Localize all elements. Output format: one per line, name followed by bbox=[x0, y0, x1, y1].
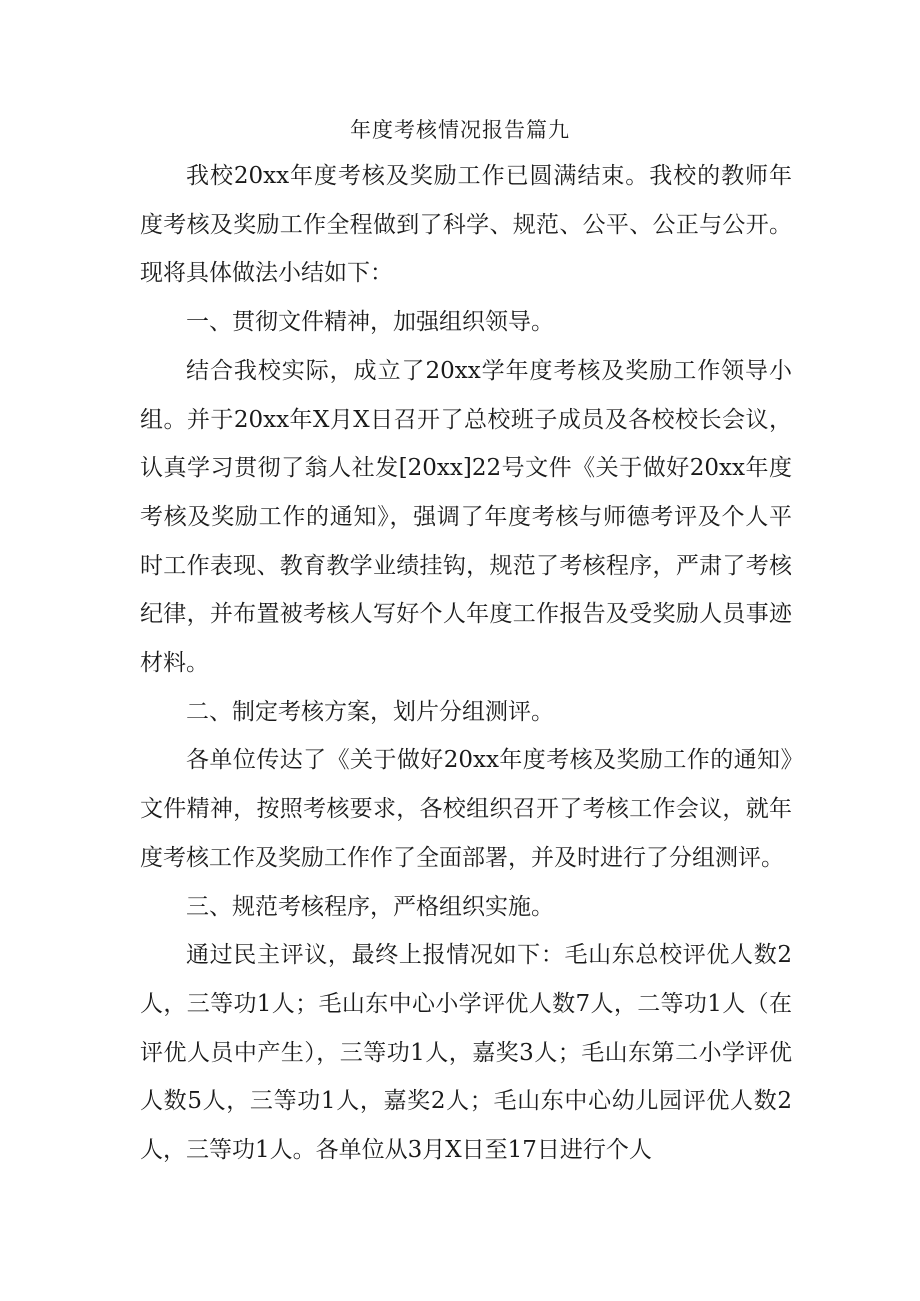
document-title: 年度考核情况报告篇九 bbox=[350, 118, 570, 142]
paragraph-section-2: 各单位传达了《关于做好20xx年度考核及奖励工作的通知》文件精神，按照考核要求，各校组织召开了考核工作会议，就年度考核工作及奖励工作作了全面部署，并及时进行了分组测评。 bbox=[140, 747, 792, 871]
paragraph-section-3: 通过民主评议，最终上报情况如下：毛山东总校评优人数2人，三等功1人；毛山东中心小学评优人数7人，二等功1人（在评优人员中产生），三等功1人，嘉奖3人；毛山东第二小学评优人数5人，三等功1人，嘉奖2人；毛山东中心幼儿园评优人数2人，三等功1人。各单位从3月X日至17日进行个人 bbox=[140, 942, 792, 1164]
section-heading-2: 二、制定考核方案，划片分组测评。 bbox=[186, 698, 554, 725]
section-heading-1: 一、贯彻文件精神，加强组织领导。 bbox=[186, 309, 554, 336]
section-heading-3: 三、规范考核程序，严格组织实施。 bbox=[186, 893, 554, 920]
paragraph-intro: 我校20xx年度考核及奖励工作已圆满结束。我校的教师年度考核及奖励工作全程做到了科学、规范、公平、公正与公开。现将具体做法小结如下： bbox=[140, 163, 792, 287]
paragraph-section-1: 结合我校实际，成立了20xx学年度考核及奖励工作领导小组。并于20xx年X月X日召开了总校班子成员及各校校长会议，认真学习贯彻了翁人社发[20xx]22号文件《关于做好20xx年度考核及奖励工作的通知》，强调了年度考核与师德考评及个人平时工作表现、教育教学业绩挂钩，规范了考核程序，严肃了考核纪律，并布置被考核人写好个人年度工作报告及受奖励人员事迹材料。 bbox=[140, 357, 792, 677]
document-body bbox=[140, 152, 792, 1175]
